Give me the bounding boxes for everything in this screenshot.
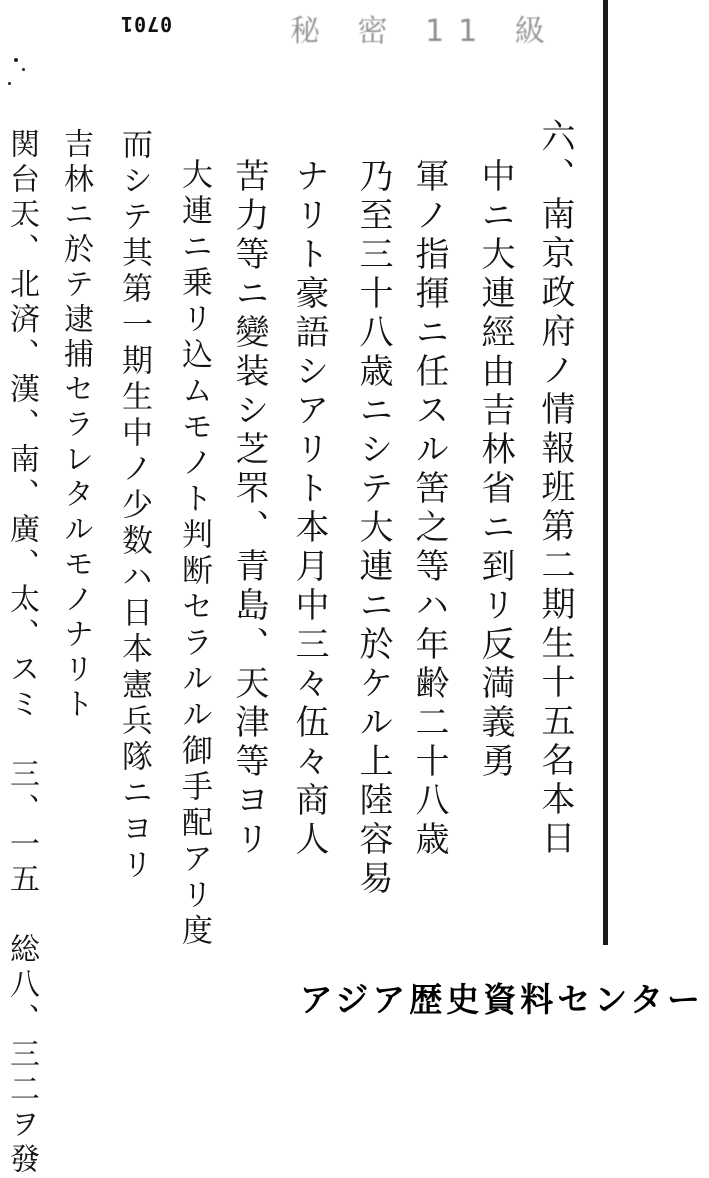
scan-speck [14,58,18,62]
classification-stamp: 秘 密 11 級 [290,14,559,49]
sheet-border [603,0,608,945]
text-column-1: 六、南京政府ノ情報班第二期生十五名本日 [535,118,575,859]
text-column-5: ナリト豪語シアリト本月中三々伍々商人 [289,158,329,860]
text-column-9: 吉林ニ於テ逮捕セラレタルモノナリト [58,128,93,723]
text-column-7: 大連ニ乗リ込ムモノト判断セラルル御手配アリ度 [176,158,212,950]
text-column-10: 関台天、北済、漢、南、廣、太、スミ 三、一五 総八、三二ヲ發 [4,128,39,1178]
text-column-2: 中ニ大連經由吉林省ニ到リ反満義勇 [475,158,515,782]
text-column-6: 苦力等ニ變装シ芝罘、青島、天津等ヨリ [229,158,269,860]
scan-speck [22,68,25,71]
text-column-8: 而シテ其第一期生中ノ少数ハ日本憲兵隊ニヨリ [116,128,152,884]
text-column-4: 乃至三十八歳ニシテ大連ニ於ケル上陸容易 [353,158,393,899]
scan-speck [8,82,11,85]
archive-logo-text: アジア歴史資料センター [299,980,704,1019]
text-column-3: 軍ノ指揮ニ任スル筈之等ハ年齢二十八歳 [409,158,449,860]
page-number: 0701 [120,12,173,36]
